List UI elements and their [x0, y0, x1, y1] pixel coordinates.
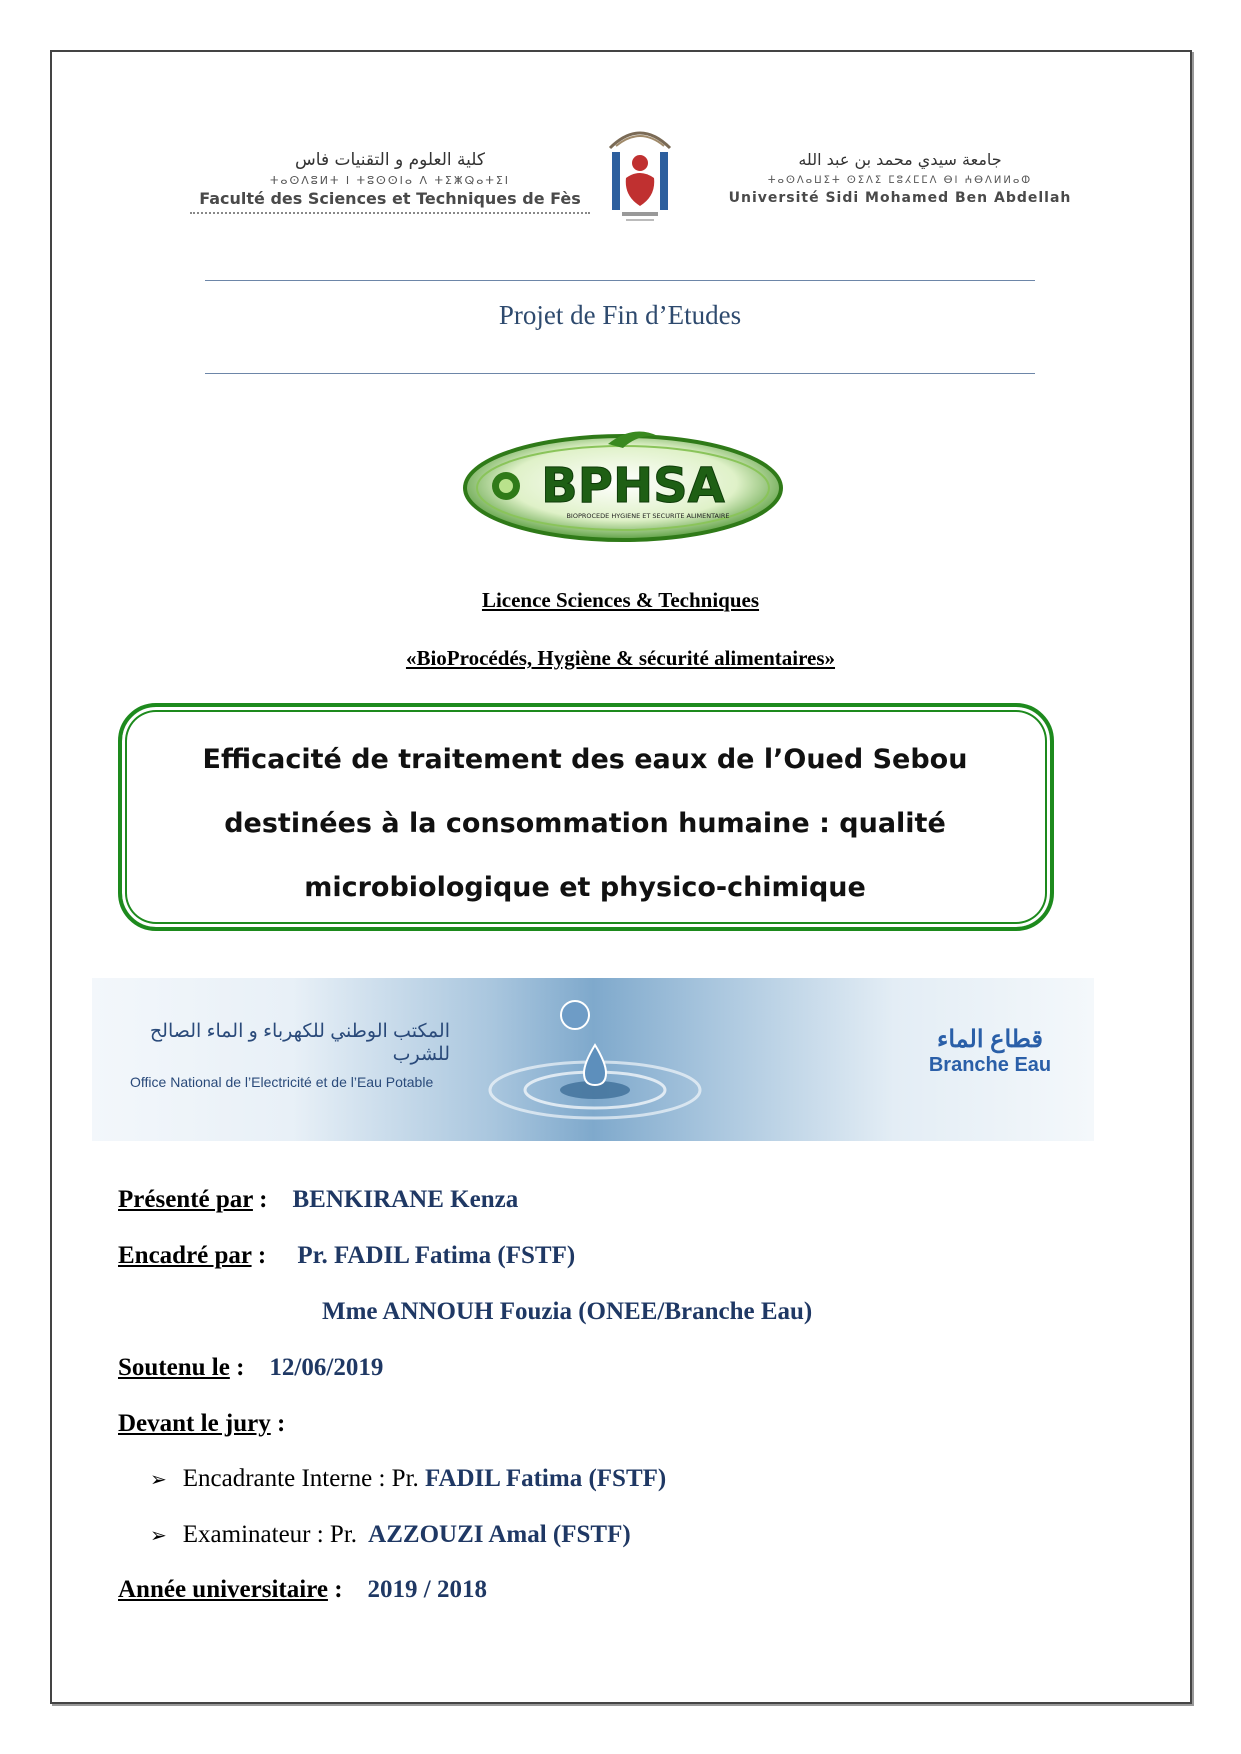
top-rule	[205, 280, 1035, 281]
jury-item-1	[150, 1465, 666, 1493]
arrow-bullet-icon: ➢	[150, 1525, 167, 1547]
bphsa-acronym: BPHSA	[541, 458, 725, 514]
branche-french-name: Branche Eau	[928, 1054, 1052, 1076]
annee-label: Année universitaire	[118, 1576, 328, 1603]
encadre-par-row-2	[322, 1298, 812, 1326]
annee-row: Année universitaire : 2019 / 2018	[118, 1576, 487, 1603]
usmba-logo	[720, 150, 1080, 206]
project-title: Projet de Fin d’Etudes	[498, 300, 742, 330]
encadre-par-value-2: Mme ANNOUH Fouzia (ONEE/Branche Eau)	[322, 1298, 813, 1325]
jury-name-1: FADIL Fatima (FSTF)	[425, 1465, 667, 1492]
bphsa-logo	[458, 422, 788, 550]
soutenu-le-label: Soutenu le	[118, 1354, 230, 1381]
fst-french-name: Faculté des Sciences et Techniques de Fès	[199, 189, 581, 208]
thesis-title-line-3: microbiologique et physico-chimique	[304, 872, 866, 903]
water-drop-icon	[480, 985, 710, 1135]
presente-par-value: BENKIRANE Kenza	[292, 1186, 519, 1213]
encadre-par-label: Encadré par	[118, 1242, 252, 1269]
presente-par-label: Présenté par	[118, 1186, 253, 1213]
presente-par-row: Présenté par : BENKIRANE Kenza	[118, 1186, 519, 1213]
onee-french-name: Office National de l’Electricité et de l’Eau Potable	[130, 1074, 434, 1090]
bottom-rule	[205, 373, 1035, 374]
jury-role-1: Encadrante Interne : Pr.	[182, 1465, 419, 1492]
jury-row: Devant le jury :	[118, 1410, 286, 1437]
usmba-arabic-name: جامعة سيدي محمد بن عبد الله	[798, 150, 1002, 169]
university-emblem-icon	[600, 118, 680, 228]
specialite-label: «BioProcédés, Hygiène & sécurité alimentaires»	[405, 646, 836, 670]
fst-logo	[190, 150, 590, 218]
soutenu-le-row: Soutenu le : 12/06/2019	[118, 1354, 384, 1381]
onee-logo	[130, 1020, 450, 1090]
licence-label: Licence Sciences & Techniques	[481, 588, 760, 612]
onee-arabic-name: المكتب الوطني للكهرباء و الماء الصالح للشرب	[149, 1021, 450, 1065]
thesis-title-line-1: Efficacité de traitement des eaux de l’Oued Sebou	[202, 744, 968, 775]
thesis-title-line-2: destinées à la consommation humaine : qualité	[224, 808, 946, 839]
branche-eau-logo	[920, 1025, 1060, 1077]
arrow-bullet-icon: ➢	[150, 1469, 167, 1491]
jury-name-2: AZZOUZI Amal (FSTF)	[368, 1521, 631, 1548]
annee-value: 2019 / 2018	[367, 1576, 487, 1603]
fst-arabic-name: كلية العلوم و التقنيات فاس	[295, 150, 485, 170]
jury-item-2	[150, 1521, 631, 1549]
encadre-par-value-1: Pr. FADIL Fatima (FSTF)	[297, 1242, 576, 1269]
jury-role-2: Examinateur : Pr.	[182, 1521, 358, 1548]
usmba-french-name: Université Sidi Mohamed Ben Abdellah	[728, 190, 1072, 206]
fst-dotted-rule	[190, 212, 590, 218]
soutenu-le-value: 12/06/2019	[269, 1354, 384, 1381]
encadre-par-row: Encadré par : Pr. FADIL Fatima (FSTF)	[118, 1242, 576, 1269]
jury-label: Devant le jury	[118, 1410, 271, 1437]
bphsa-subtitle: BIOPROCEDE HYGIENE ET SECURITE ALIMENTAIRE	[566, 512, 730, 520]
usmba-tifinagh-name: ⵜⴰⵙⴷⴰⵡⵉⵜ ⵙⵉⴷⵉ ⵎⵓⵃⵎⵎⴷ ⴱⵏ ⵄⴱⴷⵍⵍⴰⵀ	[767, 175, 1033, 186]
branche-arabic-name: قطاع الماء	[937, 1026, 1043, 1053]
thesis-title	[150, 728, 1020, 920]
fst-tifinagh-name: ⵜⴰⵙⴷⵓⵍⵜ ⵏ ⵜⵓⵙⵙⵏⴰ ⴷ ⵜⵉⵥⵕⴰⵜⵉⵏ	[269, 174, 511, 187]
